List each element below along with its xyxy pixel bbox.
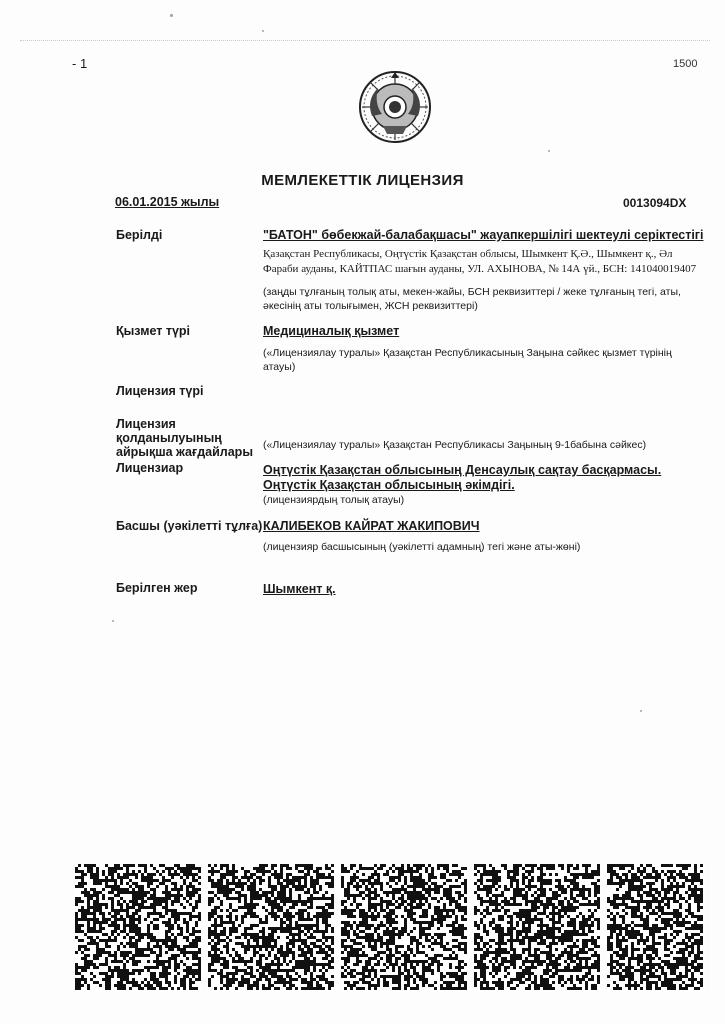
head-label: Басшы (уәкілетті тұлға) [116,519,263,533]
barcode-2 [208,864,334,992]
licensor-label: Лицензиар [116,461,184,475]
document-title: МЕМЛЕКЕТТІК ЛИЦЕНЗИЯ [261,172,464,189]
head-note: (лицензияр басшысының (уәкілетті адамның) тегі және аты-жөні) [263,541,581,553]
licensor-value-line1: Оңтүстік Қазақстан облысының Денсаулық сақтау басқармасы. [263,463,662,477]
licensor-value-line2: Оңтүстік Қазақстан облысының әкімдігі. [263,478,515,492]
issued-address-line1: Қазақстан Республикасы, Оңтүстік Қазақстан облысы, Шымкент Қ.Ә., Шымкент қ., Әл [263,248,673,260]
barcode-pattern [75,864,201,992]
service-type-label: Қызмет түрі [116,324,191,338]
barcode-4 [474,864,600,992]
place-value: Шымкент қ. [263,582,336,596]
service-type-note-line2: атауы) [263,361,296,373]
issued-address-line2: Фараби ауданы, КАЙТПАС шағын ауданы, УЛ. АХЫНОВА, № 14А үй., БСН: 141040019407 [263,263,697,275]
special-conditions-label-line1: Лицензия [116,417,176,431]
place-label: Берілген жер [116,581,198,595]
special-conditions-label-line3: айрықша жағдайлары [116,445,253,459]
licensor-note: (лицензиярдың толық атауы) [263,494,405,506]
service-type-value: Медициналық қызмет [263,324,400,338]
barcode-5 [607,864,705,992]
corner-mark-left: - 1 [72,56,88,71]
issued-label: Берілді [116,228,163,242]
barcode-pattern [208,864,334,992]
scan-speck [170,14,173,17]
service-type-note-line1: («Лицензиялау туралы» Қазақстан Республикасының Заңына сәйкес қызмет түрінің [263,347,672,359]
barcode-row [75,864,705,994]
scan-speck [640,710,642,712]
barcode-pattern [607,864,705,992]
scan-smudge [20,40,710,41]
issued-note-line2: әкесінің аты толығымен, ЖСН реквизиттері) [263,300,478,312]
corner-mark-right: 1500 [673,58,698,70]
license-type-label: Лицензия түрі [116,384,204,398]
state-emblem [358,70,432,144]
scan-speck [262,30,264,32]
head-value: КАЛИБЕКОВ КАЙРАТ ЖАКИПОВИЧ [263,519,480,533]
special-conditions-label-line2: қолданылуының [116,431,222,445]
license-number: 0013094DX [623,196,687,210]
barcode-pattern [341,864,467,992]
issue-date: 06.01.2015 жылы [115,195,220,209]
special-conditions-note: («Лицензиялау туралы» Қазақстан Республикасы Заңының 9-1бабына сәйкес) [263,439,647,451]
issued-note-line1: (заңды тұлғаның толық аты, мекен-жайы, БСН реквизиттері / жеке тұлғаның тегі, аты, [263,286,681,298]
barcode-1 [75,864,201,992]
barcode-pattern [474,864,600,992]
barcode-3 [341,864,467,992]
issued-value: "БАТОН" бөбекжай-балабақшасы" жауапкершілігі шектеулі серіктестігі [263,228,704,242]
scan-speck [548,150,550,152]
scan-speck [112,620,114,622]
